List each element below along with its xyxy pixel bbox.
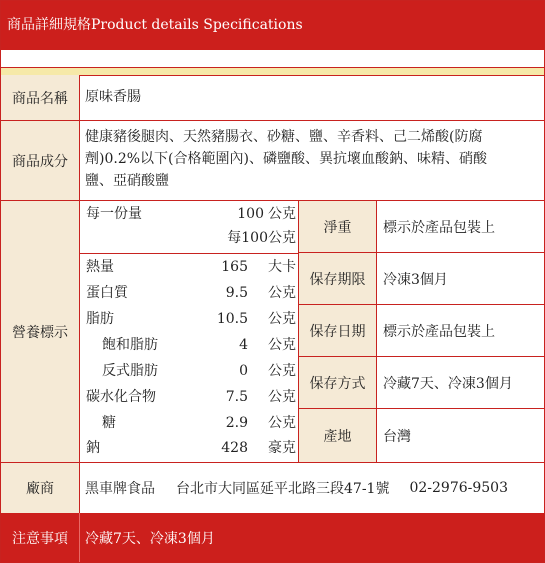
nutrient-line-sodium <box>86 438 296 458</box>
nutrient-value: 2.9 <box>225 415 248 431</box>
nutrient-unit: 公克 <box>268 285 296 301</box>
spec-row-storage-date <box>299 305 544 357</box>
nutrient-value: 7.5 <box>225 389 248 405</box>
ingredients-line: 健康豬後腿肉、天然豬腸衣、砂糖、鹽、辛香料、己二烯酸(防腐 <box>85 129 483 145</box>
nutrition-divider <box>80 253 298 254</box>
nutrient-name: 蛋白質 <box>86 285 128 301</box>
nutrient-name: 脂肪 <box>86 311 114 327</box>
manufacturer-name: 黑車牌食品 <box>85 481 155 497</box>
nutrient-unit: 公克 <box>268 311 296 327</box>
nutrient-name: 碳水化合物 <box>86 389 156 405</box>
spec-key: 保存日期 <box>299 305 377 356</box>
spec-row-net-weight <box>299 201 544 253</box>
spec-row-origin <box>299 409 544 462</box>
serving-size-amount: 100 <box>237 206 264 222</box>
nutrient-value: 165 <box>221 259 248 275</box>
spec-value: 台灣 <box>383 428 411 445</box>
nutrient-unit: 公克 <box>268 363 296 379</box>
spec-header: 商品詳細規格Product details Specifications <box>1 1 544 50</box>
serving-size-unit: 公克 <box>268 206 296 222</box>
nutrient-name: 鈉 <box>86 440 100 456</box>
storage-specs <box>298 201 544 462</box>
nutrient-unit: 公克 <box>268 337 296 353</box>
product-name-row <box>1 75 544 121</box>
manufacturer-value <box>80 463 544 513</box>
manufacturer-label: 廠商 <box>1 463 80 513</box>
notice-label: 注意事項 <box>1 513 80 562</box>
spec-row-storage-method <box>299 357 544 409</box>
nutrient-name: 反式脂肪 <box>102 363 158 379</box>
spec-key: 保存方式 <box>299 357 377 408</box>
nutrient-name: 飽和脂肪 <box>102 337 158 353</box>
spec-key: 淨重 <box>299 201 377 252</box>
nutrient-unit: 豪克 <box>268 440 296 456</box>
spec-value: 冷藏7天、冷凍3個月 <box>383 375 513 392</box>
nutrient-line-fat <box>86 309 296 329</box>
manufacturer-address: 台北市大同區延平北路三段47-1號 <box>176 481 390 497</box>
nutrient-line-energy <box>86 257 296 277</box>
nutrient-value: 10.5 <box>216 311 248 327</box>
nutrient-unit: 公克 <box>268 415 296 431</box>
nutrient-value: 9.5 <box>225 285 248 301</box>
nutrition-label: 營養標示 <box>1 201 80 462</box>
nutrient-unit: 公克 <box>268 389 296 405</box>
product-name-value: 原味香腸 <box>85 89 141 105</box>
nutrient-name: 熱量 <box>86 259 114 275</box>
ingredients-line: 鹽、亞硝酸鹽 <box>85 173 169 189</box>
nutrition-panel <box>80 201 544 462</box>
ingredients-label: 商品成分 <box>1 121 80 200</box>
ingredients-row <box>1 121 544 201</box>
nutrient-line-protein <box>86 283 296 303</box>
per-basis-line <box>86 228 296 248</box>
nutrient-line-sugar <box>86 413 296 433</box>
serving-size-label: 每一份量 <box>86 206 142 222</box>
notice-bar <box>1 513 544 562</box>
spec-value: 冷凍3個月 <box>383 271 448 288</box>
spec-value: 標示於產品包裝上 <box>383 323 495 340</box>
nutrition-facts <box>80 201 298 462</box>
spec-key: 產地 <box>299 409 377 462</box>
nutrition-row <box>1 201 544 463</box>
spec-value: 標示於產品包裝上 <box>383 219 495 236</box>
nutrient-unit: 大卡 <box>268 259 296 275</box>
manufacturer-row <box>1 463 544 513</box>
nutrient-value: 4 <box>239 337 248 353</box>
nutrient-value: 0 <box>239 363 248 379</box>
nutrient-name: 糖 <box>102 415 116 431</box>
nutrient-value: 428 <box>221 440 248 456</box>
serving-size-line <box>86 204 296 224</box>
spec-row-shelf-life <box>299 253 544 305</box>
ingredients-value <box>80 121 544 200</box>
product-name-label: 商品名稱 <box>1 75 80 120</box>
nutrient-line-trans-fat <box>86 361 296 381</box>
spec-key: 保存期限 <box>299 253 377 304</box>
nutrient-line-saturated-fat <box>86 335 296 355</box>
manufacturer-phone: 02-2976-9503 <box>409 480 508 496</box>
ingredients-line: 劑)0.2%以下(合格範圍內)、磷鹽酸、異抗壞血酸鈉、味精、硝酸 <box>85 151 487 167</box>
header-gap <box>1 50 544 67</box>
nutrient-line-carbohydrate <box>86 387 296 407</box>
per-basis-text: 每100公克 <box>227 230 296 246</box>
notice-value: 冷藏7天、冷凍3個月 <box>85 530 215 547</box>
